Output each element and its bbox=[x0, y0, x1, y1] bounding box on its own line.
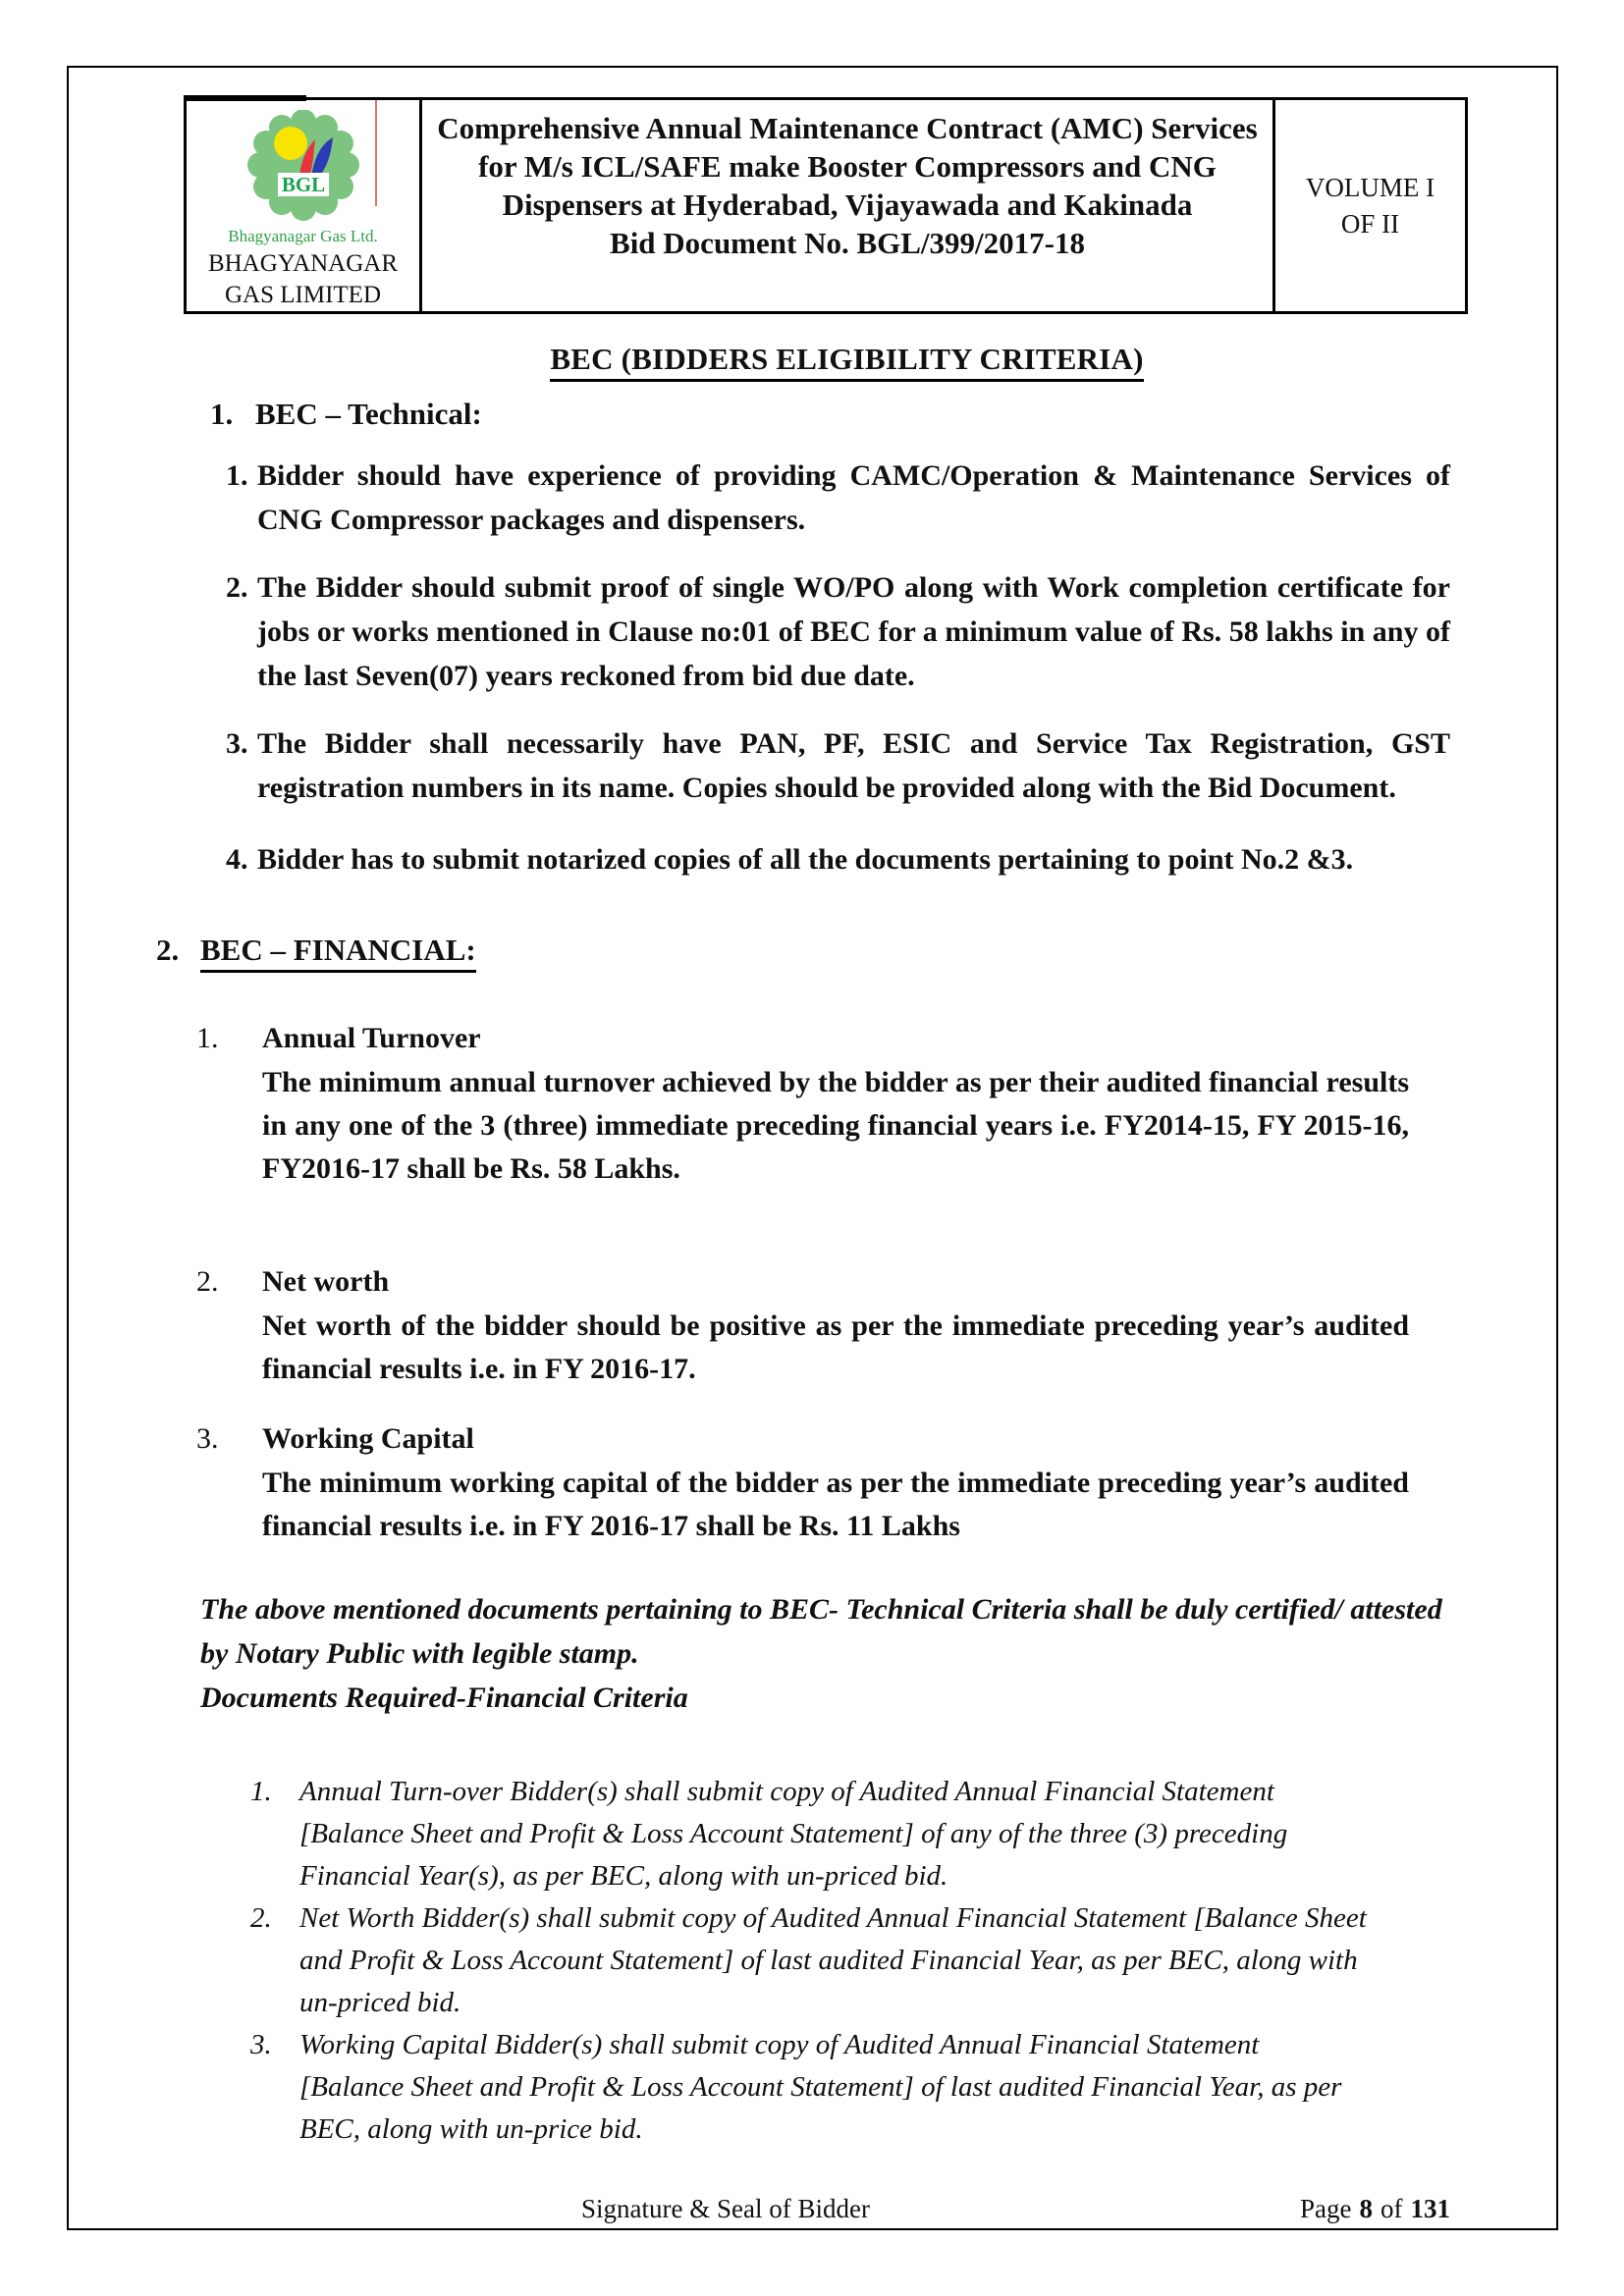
financial-item-1 bbox=[196, 1018, 1556, 1191]
item-heading: Annual Turnover bbox=[262, 1022, 481, 1054]
company-name-line1: BHAGYANAGAR bbox=[207, 250, 399, 277]
item-text: Working Capital Bidder(s) shall submit copy of Audited Annual Financial Statement [Balance Sheet and Profit & Loss Account Statement] of last audited Financial Year, as per BEC, along with un-price bid. bbox=[299, 2029, 1342, 2145]
page-indicator bbox=[1300, 2194, 1450, 2224]
technical-item-3 bbox=[226, 721, 1556, 810]
company-name-line2: GAS LIMITED bbox=[224, 282, 381, 308]
item-heading: Working Capital bbox=[262, 1422, 474, 1455]
item-number: 2. bbox=[226, 571, 248, 604]
item-text: The Bidder shall necessarily have PAN, PF, ESIC and Service Tax Registration, GST registration numbers in its name. Copies should be provided along with the Bid Document. bbox=[257, 727, 1450, 804]
page-title: BEC (BIDDERS ELIGIBILITY CRITERIA) bbox=[69, 342, 1556, 377]
bgl-logo-icon bbox=[230, 110, 377, 226]
logo-acronym: BGL bbox=[281, 173, 325, 196]
item-number: 3. bbox=[250, 2029, 272, 2060]
page-label: Page bbox=[1300, 2194, 1352, 2223]
logo-tagline: Bhagyanagar Gas Ltd. bbox=[228, 227, 378, 245]
item-number: 1. bbox=[226, 459, 248, 492]
certification-text: The above mentioned documents pertaining to BEC- Technical Criteria shall be duly certified/ attested by Notary Public with legible stamp. bbox=[200, 1593, 1442, 1670]
page-border bbox=[67, 66, 1558, 2230]
financial-documents-list bbox=[250, 1771, 1556, 2151]
item-text: Net Worth Bidder(s) shall submit copy of Audited Annual Financial Statement [Balance Sheet and Profit & Loss Account Statement] of last audited Financial Year, as per BEC, along with un-priced bid. bbox=[299, 1902, 1367, 2018]
item-body: Net worth of the bidder should be positive as per the immediate preceding year’s audited financial results i.e. in FY 2016-17. bbox=[262, 1309, 1409, 1385]
bid-document-number: Bid Document No. BGL/399/2017-18 bbox=[610, 226, 1085, 260]
financial-item-2 bbox=[196, 1261, 1556, 1391]
volume-cell: VOLUME I OF II bbox=[1305, 172, 1435, 239]
item-number: 1. bbox=[196, 1022, 219, 1054]
documents-item-2 bbox=[250, 1897, 1556, 2024]
section-financial-heading bbox=[156, 933, 1556, 973]
item-text: Bidder should have experience of providing CAMC/Operation & Maintenance Services of CNG Compressor packages and dispensers. bbox=[257, 459, 1450, 536]
technical-item-4 bbox=[226, 837, 1556, 881]
page-total: 131 bbox=[1410, 2194, 1450, 2223]
section-title: BEC – FINANCIAL: bbox=[200, 933, 476, 973]
section-number: 2. bbox=[156, 933, 180, 967]
section-technical-heading bbox=[210, 397, 1556, 432]
item-number: 3. bbox=[196, 1422, 219, 1455]
page-number: 8 bbox=[1359, 2194, 1373, 2223]
item-number: 1. bbox=[250, 1776, 272, 1807]
technical-item-1 bbox=[226, 454, 1556, 542]
documents-item-1 bbox=[250, 1771, 1556, 1897]
item-heading: Net worth bbox=[262, 1265, 390, 1298]
item-text: Annual Turn-over Bidder(s) shall submit copy of Audited Annual Financial Statement [Balance Sheet and Profit & Loss Account Statement] of any of the three (3) preceding Financial Year(s), as per BEC, along with un-priced bid. bbox=[299, 1776, 1288, 1892]
item-number: 2. bbox=[196, 1265, 219, 1298]
item-text: The Bidder should submit proof of single WO/PO along with Work completion certificate for jobs or works mentioned in Clause no:01 of BEC for a minimum value of Rs. 58 lakhs in any of the last Seven(07) years reckoned from bid due date. bbox=[257, 571, 1450, 692]
section-number: 1. bbox=[210, 397, 234, 431]
document-title-cell bbox=[419, 100, 1275, 311]
financial-item-3 bbox=[196, 1418, 1556, 1548]
certification-note bbox=[200, 1587, 1463, 1720]
item-number: 3. bbox=[226, 727, 248, 760]
header-table bbox=[184, 97, 1468, 314]
section-title: BEC – Technical: bbox=[255, 397, 482, 431]
of-label: of bbox=[1380, 2194, 1403, 2223]
technical-item-2 bbox=[226, 565, 1556, 698]
item-number: 2. bbox=[250, 1902, 272, 1934]
item-body: The minimum annual turnover achieved by the bidder as per their audited financial results in any one of the 3 (three) immediate preceding financial years i.e. FY2014-15, FY 2015-16, FY2016-17 shall be Rs. 58 Lakhs. bbox=[262, 1066, 1409, 1185]
logo-cell bbox=[187, 100, 419, 311]
item-number: 4. bbox=[226, 843, 248, 876]
item-text: Bidder has to submit notarized copies of all the documents pertaining to point No.2 &3. bbox=[257, 843, 1354, 876]
signature-label: Signature & Seal of Bidder bbox=[581, 2194, 870, 2223]
documents-item-3 bbox=[250, 2024, 1556, 2151]
item-body: The minimum working capital of the bidder as per the immediate preceding year’s audited financial results i.e. in FY 2016-17 shall be Rs. 11 Lakhs bbox=[262, 1467, 1409, 1542]
documents-required-heading: Documents Required-Financial Criteria bbox=[200, 1682, 688, 1714]
document-title: Comprehensive Annual Maintenance Contract (AMC) Services for M/s ICL/SAFE make Booster Compressors and CNG Dispensers at Hyderabad, Vijayawada and Kakinada bbox=[437, 111, 1258, 222]
